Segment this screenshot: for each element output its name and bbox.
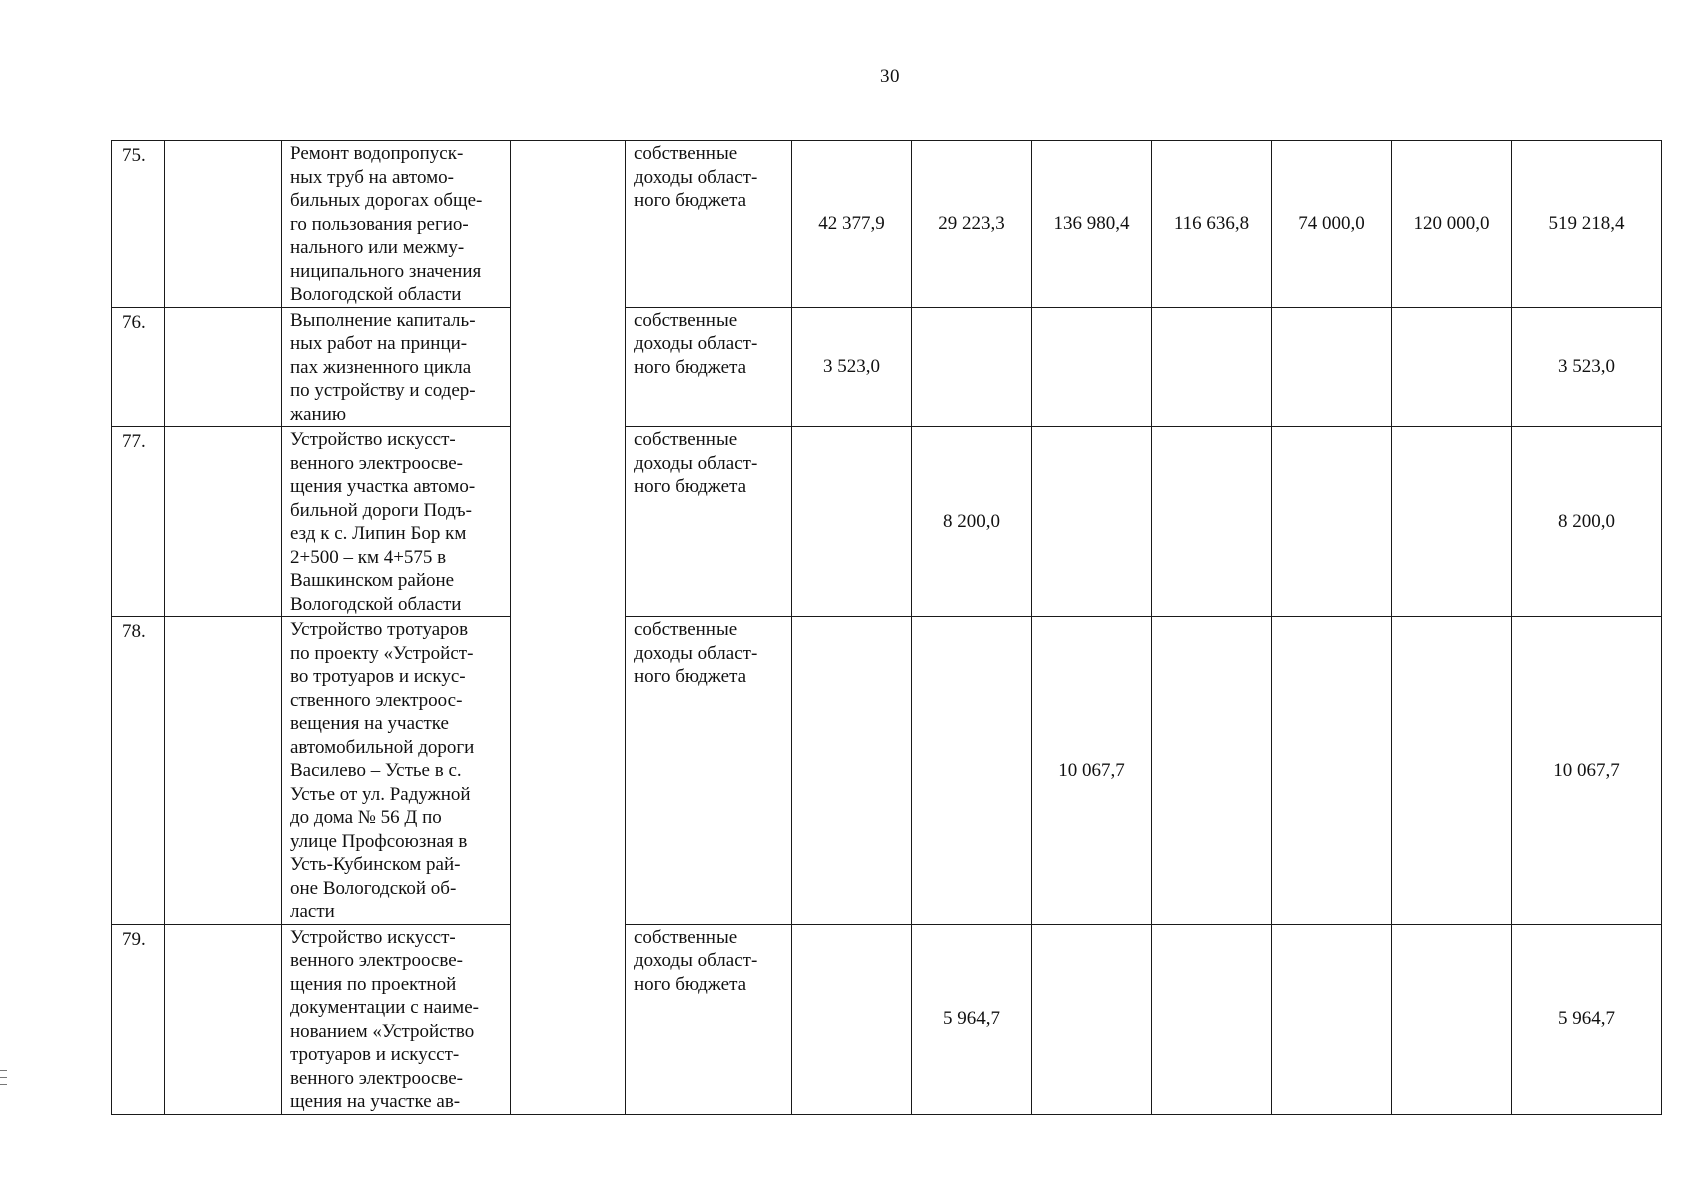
total-cell: 3 523,0 (1512, 307, 1662, 427)
row-name: Ремонт водопропуск- ных труб на автомо- бильных дорогах обще- го пользования регио- нального или межму- ниципального значения Вологодской области (282, 141, 511, 308)
table-row (112, 427, 1662, 617)
table-row (112, 141, 1662, 308)
value-cell (1152, 924, 1272, 1114)
budget-table (111, 140, 1662, 1115)
value-cell (1272, 307, 1392, 427)
value-cell: 74 000,0 (1272, 141, 1392, 308)
table-row (112, 307, 1662, 427)
row-name: Выполнение капиталь- ных работ на принци- пах жизненного цикла по устройству и содер- жанию (282, 307, 511, 427)
row-code (165, 617, 282, 925)
value-cell (1392, 924, 1512, 1114)
total-cell: 519 218,4 (1512, 141, 1662, 308)
value-cell: 8 200,0 (912, 427, 1032, 617)
table-row (112, 924, 1662, 1114)
value-cell (1152, 617, 1272, 925)
row-code (165, 427, 282, 617)
row-executor (511, 924, 626, 1114)
value-cell: 5 964,7 (912, 924, 1032, 1114)
row-executor (511, 617, 626, 925)
row-code (165, 141, 282, 308)
value-cell (1152, 307, 1272, 427)
total-cell: 8 200,0 (1512, 427, 1662, 617)
value-cell: 3 523,0 (792, 307, 912, 427)
value-cell: 116 636,8 (1152, 141, 1272, 308)
row-name: Устройство искусст- венного электроосве- щения участка автомо- бильной дороги Подъ- езд к с. Липин Бор км 2+500 – км 4+575 в Вашкинском районе Вологодской области (282, 427, 511, 617)
value-cell (1392, 617, 1512, 925)
value-cell (1032, 427, 1152, 617)
value-cell (1392, 307, 1512, 427)
row-executor (511, 307, 626, 427)
total-cell: 5 964,7 (1512, 924, 1662, 1114)
row-executor (511, 141, 626, 308)
total-cell: 10 067,7 (1512, 617, 1662, 925)
row-name: Устройство тротуаров по проекту «Устройст- во тротуаров и искус- ственного электроос- вещения на участке автомобильной дороги Василево – Устье в с. Устье от ул. Радужной до дома № 56 Д по улице Профсоюзная в Усть-Кубинском рай- оне Вологодской об- ласти (282, 617, 511, 925)
value-cell (1032, 307, 1152, 427)
row-code (165, 307, 282, 427)
value-cell: 42 377,9 (792, 141, 912, 308)
table-row (112, 617, 1662, 925)
value-cell (1272, 427, 1392, 617)
row-number: 76. (112, 307, 165, 427)
row-source: собственные доходы област- ного бюджета (626, 427, 792, 617)
value-cell: 120 000,0 (1392, 141, 1512, 308)
page-number: 30 (880, 66, 900, 87)
value-cell: 136 980,4 (1032, 141, 1152, 308)
row-number: 75. (112, 141, 165, 308)
value-cell: 29 223,3 (912, 141, 1032, 308)
value-cell (912, 307, 1032, 427)
scan-edge-marks (0, 1070, 10, 1100)
value-cell (1272, 617, 1392, 925)
value-cell (1272, 924, 1392, 1114)
row-code (165, 924, 282, 1114)
row-source: собственные доходы област- ного бюджета (626, 617, 792, 925)
row-source: собственные доходы област- ного бюджета (626, 307, 792, 427)
value-cell (792, 617, 912, 925)
value-cell (912, 617, 1032, 925)
row-executor (511, 427, 626, 617)
value-cell (792, 427, 912, 617)
value-cell (1032, 924, 1152, 1114)
row-source: собственные доходы област- ного бюджета (626, 924, 792, 1114)
value-cell (1392, 427, 1512, 617)
row-number: 77. (112, 427, 165, 617)
value-cell (1152, 427, 1272, 617)
row-number: 79. (112, 924, 165, 1114)
row-name: Устройство искусст- венного электроосве- щения по проектной документации с наиме- нованием «Устройство тротуаров и искусст- венного электроосве- щения на участке ав- (282, 924, 511, 1114)
row-number: 78. (112, 617, 165, 925)
value-cell (792, 924, 912, 1114)
value-cell: 10 067,7 (1032, 617, 1152, 925)
row-source: собственные доходы област- ного бюджета (626, 141, 792, 308)
